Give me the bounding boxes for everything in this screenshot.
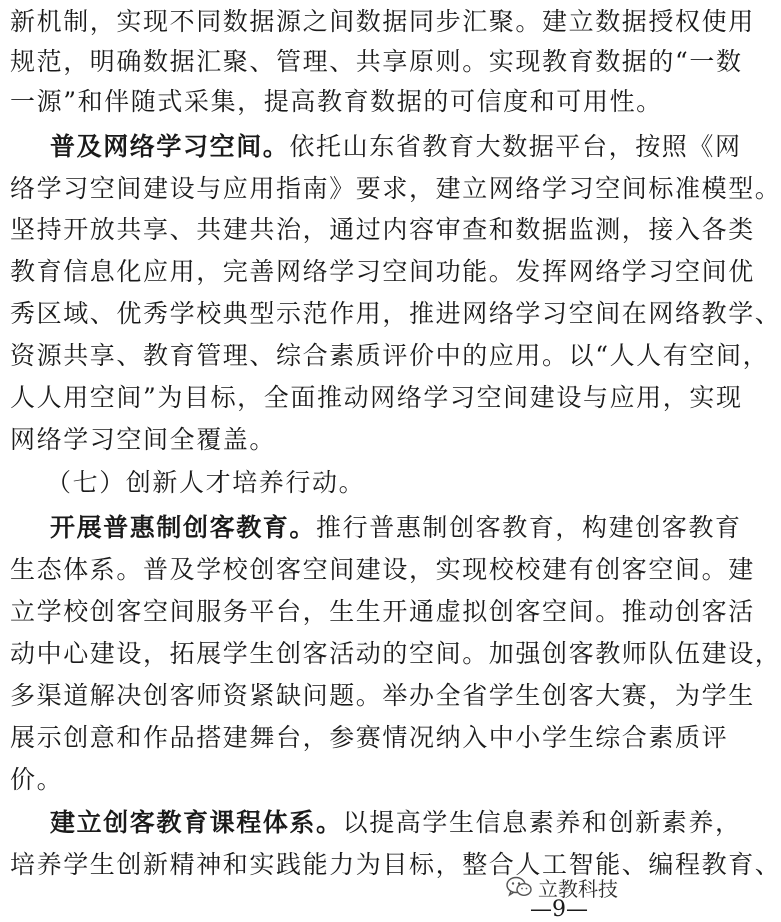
text-line-20: 建立创客教育课程体系。以提高学生信息素养和创新素养，: [50, 808, 742, 837]
text-line-17: 多渠道解决创客师资紧缺问题。举办全省学生创客大赛，为学生: [10, 681, 755, 710]
text-line-6: 坚持开放共享、共建共治，通过内容审查和数据监测，接入各类: [10, 215, 755, 244]
section-heading: （七）创新人才培养行动。: [46, 468, 366, 497]
text-line-3: 一源”和伴随式采集，提高教育数据的可信度和可用性。: [10, 87, 663, 116]
text-line-16: 动中心建设，拓展学生创客活动的空间。加强创客教师队伍建设，: [10, 639, 781, 668]
text-line-5: 络学习空间建设与应用指南》要求，建立网络学习空间标准模型。: [10, 174, 781, 203]
text-line-7: 教育信息化应用，完善网络学习空间功能。发挥网络学习空间优: [10, 257, 755, 286]
text-line-13: 开展普惠制创客教育。推行普惠制创客教育，构建创客教育: [50, 513, 742, 542]
page-number: —9—: [530, 897, 588, 922]
paragraph-heading: 开展普惠制创客教育。: [50, 513, 317, 542]
paragraph-heading: 普及网络学习空间。: [50, 132, 290, 161]
text-line-2: 规范，明确数据汇聚、管理、共享原则。实现教育数据的“一数: [10, 47, 743, 76]
text-line-14: 生态体系。普及学校创客空间建设，实现校校建有创客空间。建: [10, 555, 755, 584]
text-line-1: 新机制，实现不同数据源之间数据同步汇聚。建立数据授权使用: [10, 7, 755, 36]
text-line-19: 价。: [10, 765, 64, 794]
text-line-8: 秀区域、优秀学校典型示范作用，推进网络学习空间在网络教学、: [10, 299, 781, 328]
text-line-10: 人人用空间”为目标，全面推动网络学习空间建设与应用，实现: [10, 383, 743, 412]
text-line-4: 普及网络学习空间。依托山东省教育大数据平台，按照《网: [50, 132, 742, 161]
wechat-icon: [506, 876, 532, 898]
paragraph-heading: 建立创客教育课程体系。: [50, 808, 343, 837]
text-line-21: 培养学生创新精神和实践能力为目标，整合人工智能、编程教育、: [10, 850, 781, 879]
text-line-11: 网络学习空间全覆盖。: [10, 425, 277, 454]
text-line-15: 立学校创客空间服务平台，生生开通虚拟创客空间。推动创客活: [10, 597, 755, 626]
watermark-label: 立教科技: [538, 876, 618, 901]
text-line-18: 展示创意和作品搭建舞台，参赛情况纳入中小学生综合素质评: [10, 723, 729, 752]
text-line-9: 资源共享、教育管理、综合素质评价中的应用。以“人人有空间，: [10, 341, 770, 370]
